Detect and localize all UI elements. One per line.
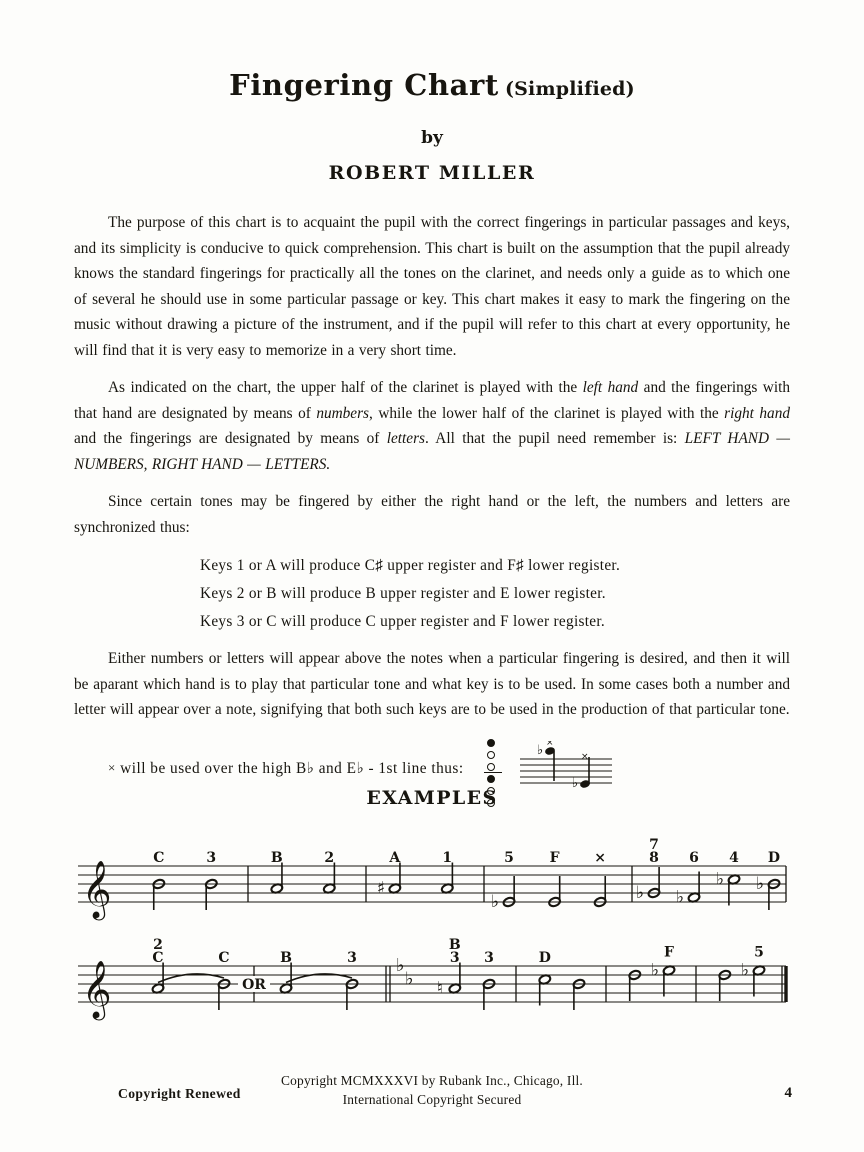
note-head — [538, 974, 551, 985]
music-system-2 — [74, 938, 790, 1020]
paragraph-2 — [74, 375, 790, 477]
music-system-1 — [74, 838, 790, 920]
page-title-row — [0, 68, 864, 102]
x-marker-sentence: will be used over the high B♭ and E♭ - 1st line thus: — [120, 759, 464, 777]
fingering-label: C — [152, 950, 164, 966]
treble-clef-icon: 𝄞 — [82, 860, 112, 918]
fingering-label-upper: B — [448, 937, 461, 953]
fingering-label: B — [280, 950, 292, 966]
svg-text:♭: ♭ — [537, 742, 544, 758]
keys-synchronization-list — [74, 552, 790, 636]
music-system-1-svg — [74, 838, 790, 920]
page-title: Fingering Chart — [229, 68, 499, 102]
key-line-3: Keys 3 or C will produce C upper register and F lower register. — [200, 613, 606, 630]
p4-run-0: Either numbers or letters will appear above the notes when a particular fingering is desired, and then it will be aparant which hand is to play that particular tone and what key is to be used. In some cases both a number and letter will appear over a note, signifying that both such keys are to be used in the production of that particular tone. — [74, 650, 790, 718]
note-head — [279, 983, 292, 994]
p3-run-0: Since certain tones may be fingered by either the right hand or the left, the numbers and letters are synchronized thus: — [74, 493, 790, 536]
key-line-1: Keys 1 or A will produce C♯ upper register and F♯ lower register. — [200, 557, 621, 574]
note-head — [687, 892, 700, 903]
key-line-2: Keys 2 or B will produce B upper register and E lower register. — [200, 585, 606, 602]
x-marker-glyph: × — [108, 759, 116, 775]
note-head — [441, 883, 454, 894]
author-name: ROBERT MILLER — [328, 162, 536, 184]
note-head — [662, 965, 675, 976]
fingering-label: × — [594, 850, 606, 866]
title-block — [0, 68, 864, 184]
fingering-label: 3 — [484, 950, 494, 966]
note-head — [323, 883, 336, 894]
x-marker-text — [108, 759, 464, 778]
p2-run-5: right hand — [724, 404, 790, 422]
accidental-sharp: ♯ — [376, 878, 386, 899]
note-head — [727, 874, 740, 885]
paragraph-3 — [74, 489, 790, 540]
byline-label: by — [421, 128, 443, 148]
p2-run-4: , while the lower half of the clarinet is played with the — [369, 404, 725, 422]
note-head — [388, 883, 401, 894]
accidental-flat: ♭ — [756, 874, 765, 894]
page-title-qualifier: (Simplified) — [504, 78, 635, 100]
treble-clef-icon: 𝄞 — [82, 960, 112, 1018]
fingering-label: 8 — [649, 850, 659, 866]
paragraph-1 — [74, 210, 790, 363]
fingering-label: 1 — [442, 850, 453, 866]
fingering-label: C — [153, 850, 165, 866]
svg-text:♭: ♭ — [572, 775, 579, 791]
body-text-column — [74, 210, 790, 801]
fingering-hole-3 — [487, 763, 495, 771]
or-label: OR — [242, 977, 266, 993]
accidental-flat: ♭ — [636, 883, 645, 903]
fingering-label: 3 — [347, 950, 357, 966]
music-system-2-svg — [74, 938, 790, 1020]
fingering-label: D — [767, 850, 781, 866]
fingering-divider — [484, 772, 502, 773]
accidental-flat: ♭ — [491, 892, 500, 912]
p2-run-0: As indicated on the chart, the upper half of the clarinet is played with the — [108, 379, 583, 396]
svg-text:×: × — [581, 751, 589, 762]
p2-run-6: and the fingerings are designated by means of — [74, 430, 387, 447]
note-head — [270, 883, 283, 894]
note-head — [448, 983, 461, 994]
p2-run-2: and the fingerings with that hand are designated by means of — [74, 379, 790, 422]
page-number: 4 — [784, 1085, 792, 1101]
p2-run-3: numbers — [316, 404, 370, 422]
copyright-line-2: International Copyright Secured — [342, 1092, 522, 1107]
fingering-label: D — [538, 950, 551, 966]
fingering-label: C — [218, 950, 230, 966]
fingering-label: 5 — [754, 944, 764, 961]
mini-note-high — [537, 741, 556, 781]
p1-run-0: The purpose of this chart is to acquaint the pupil with the correct fingerings in particular passages and keys, and its simplicity is conducive to quick comprehension. This chart is built on the assumption that the pupil already knows the standard fingerings for practically all the tones on the clarinet, and needs only a guide as to which one of several he should use in some particular passage or key. This chart makes it easy to mark the fingering on the music without drawing a picture of the instrument, and if the pupil will refer to this chart at every opportunity, he will find that it is very easy to memorize in a very short time. — [74, 214, 790, 359]
fingering-hole-1 — [487, 739, 495, 747]
copyright-line-1: Copyright MCMXXXVI by Rubank Inc., Chicago, Ill. — [281, 1073, 583, 1088]
fingering-label-upper: 7 — [649, 837, 659, 853]
fingering-label: 5 — [504, 850, 514, 866]
accidental-flat: ♭ — [741, 960, 750, 981]
page-footer — [0, 1075, 864, 1125]
accidental-flat: ♭ — [651, 960, 660, 981]
fingering-label: 3 — [449, 950, 460, 966]
p2-run-1: left hand — [582, 379, 639, 396]
p2-run-7: letters — [386, 430, 425, 447]
copyright-block — [0, 1071, 864, 1109]
note-head — [752, 965, 765, 976]
accidental-flat: ♭ — [716, 869, 725, 890]
svg-text:×: × — [546, 740, 554, 748]
fingering-label: A — [389, 850, 401, 866]
p2-run-9: LEFT HAND — NUMBERS, RIGHT HAND — LETTERS. — [74, 430, 790, 473]
fingering-label: 2 — [324, 850, 335, 866]
fingering-label-upper: 2 — [153, 937, 163, 953]
fingering-label: 4 — [729, 850, 739, 866]
note-head — [151, 983, 164, 994]
fingering-label: B — [270, 850, 283, 866]
examples-heading: EXAMPLES — [366, 787, 498, 809]
key-signature-flat: ♭ — [396, 955, 405, 976]
key-signature-flat: ♭ — [405, 968, 414, 990]
fingering-hole-4 — [487, 775, 495, 783]
accidental-natural: ♮ — [436, 978, 443, 999]
fingering-label: F — [549, 850, 560, 866]
fingering-hole-2 — [487, 751, 495, 759]
paragraph-4 — [74, 646, 790, 723]
fingering-label: 6 — [689, 850, 699, 866]
p2-run-8: . All that the pupil need remember is: — [424, 430, 685, 447]
fingering-label: 3 — [206, 850, 217, 866]
copyright-renewed: Copyright Renewed — [118, 1086, 241, 1101]
accidental-flat: ♭ — [676, 887, 685, 908]
fingering-label: F — [664, 944, 674, 961]
